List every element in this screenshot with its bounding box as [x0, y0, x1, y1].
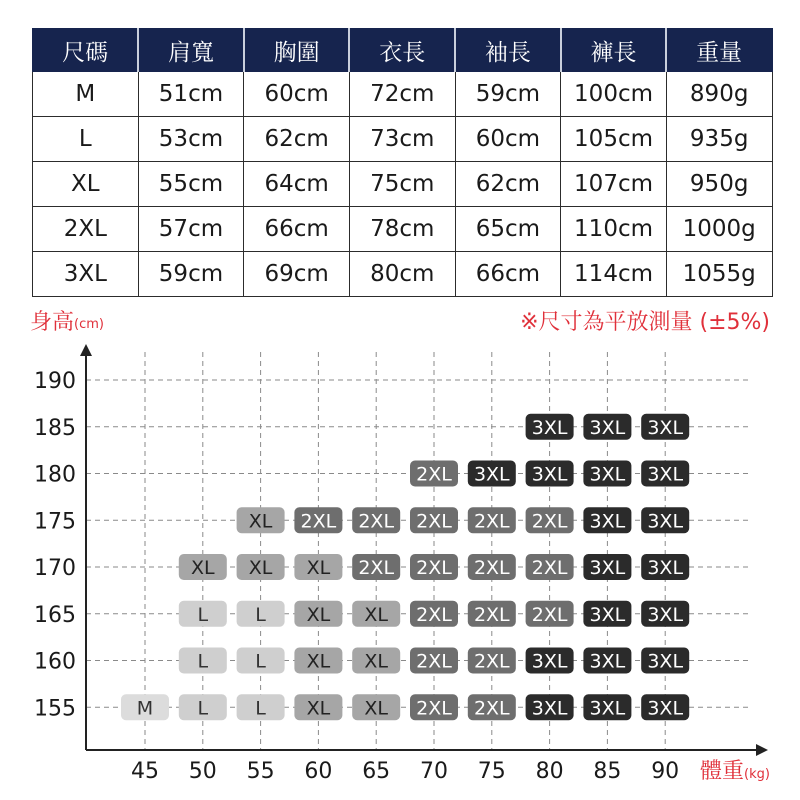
size-cell-label: XL [306, 650, 331, 673]
table-cell: 55cm [138, 162, 244, 207]
x-tick-label: 55 [246, 759, 275, 784]
table-cell: 105cm [561, 117, 667, 162]
table-cell: 110cm [561, 207, 667, 252]
size-cell [583, 414, 631, 440]
size-cell [179, 694, 227, 720]
size-cell-label: 2XL [531, 557, 568, 579]
table-cell: 51cm [138, 72, 244, 117]
size-cell [237, 554, 285, 580]
size-cell [526, 554, 574, 580]
size-cell-label: 3XL [531, 650, 568, 673]
size-cell-label: XL [364, 603, 389, 626]
size-cell [468, 461, 516, 487]
table-cell: 100cm [561, 72, 667, 117]
header-shoulder: 肩寬 [138, 29, 244, 72]
size-cell-label: XL [190, 557, 215, 579]
x-tick-label: 90 [651, 759, 680, 784]
size-cell-label: 3XL [531, 416, 568, 439]
size-cell-label: 3XL [647, 603, 684, 626]
size-cell [526, 601, 574, 627]
y-axis-title [30, 310, 104, 335]
size-cell-label: 3XL [589, 603, 626, 626]
size-cell-label: 2XL [416, 697, 452, 720]
size-cell-label: 3XL [647, 416, 684, 439]
size-cell-label: 2XL [473, 557, 510, 579]
size-cell [526, 414, 574, 440]
size-cell-label: 2XL [473, 697, 510, 720]
size-cell-label: 2XL [416, 603, 452, 626]
size-cell-label: 3XL [589, 416, 626, 439]
table-row [33, 252, 773, 297]
table-cell: 3XL [33, 252, 139, 297]
header-pants: 褲長 [561, 29, 667, 72]
size-cell-label: 3XL [589, 510, 626, 533]
table-cell: 59cm [455, 72, 561, 117]
size-cell [641, 694, 689, 720]
size-cell-label: 3XL [589, 650, 626, 673]
x-tick-label: 60 [304, 759, 333, 784]
size-cell-label: 3XL [531, 697, 568, 720]
y-tick-label: 180 [34, 462, 76, 488]
size-cell-label: 3XL [589, 557, 626, 579]
size-cell [641, 414, 689, 440]
size-cell [352, 554, 400, 580]
size-cell-label: 3XL [647, 697, 684, 720]
size-cell [410, 648, 458, 674]
size-cell [294, 694, 342, 720]
size-cell [526, 507, 574, 533]
table-cell: 72cm [349, 72, 455, 117]
size-cell [410, 507, 458, 533]
x-tick-label: 70 [420, 759, 448, 784]
size-cell [583, 507, 631, 533]
table-cell: L [33, 117, 139, 162]
size-cell [583, 554, 631, 580]
size-cell-label: L [197, 697, 209, 720]
size-cell [179, 601, 227, 627]
y-tick-label: 185 [34, 415, 76, 441]
size-cell [583, 694, 631, 720]
size-cell [352, 648, 400, 674]
size-cell-label: XL [248, 557, 273, 579]
size-cell [583, 461, 631, 487]
size-cell [468, 507, 516, 533]
size-cell [468, 554, 516, 580]
table-cell: 59cm [138, 252, 244, 297]
table-cell: 57cm [138, 207, 244, 252]
table-cell: 73cm [349, 117, 455, 162]
table-cell: 62cm [244, 117, 350, 162]
table-cell: 107cm [561, 162, 667, 207]
size-cell-label: XL [306, 697, 331, 720]
header-size: 尺碼 [33, 29, 139, 72]
table-cell: 950g [666, 162, 772, 207]
size-cell [237, 601, 285, 627]
size-cell [237, 648, 285, 674]
y-tick-label: 165 [34, 602, 76, 628]
size-cell-label: 3XL [647, 510, 684, 533]
table-cell: XL [33, 162, 139, 207]
size-cell [352, 507, 400, 533]
table-cell: 114cm [561, 252, 667, 297]
size-cell-label: XL [248, 510, 273, 533]
size-cell [121, 694, 169, 720]
size-cell-label: 2XL [416, 463, 452, 486]
y-tick-label: 170 [34, 556, 76, 581]
size-cell-label: 3XL [473, 463, 510, 486]
size-cell-label: 3XL [589, 463, 626, 486]
x-tick-label: 75 [477, 759, 506, 784]
table-cell: 80cm [349, 252, 455, 297]
measurement-note: ※尺寸為平放測量 (±5%) [520, 310, 770, 335]
header-sleeve: 袖長 [455, 29, 561, 72]
table-cell: 75cm [349, 162, 455, 207]
size-cell-label: M [136, 697, 154, 720]
y-tick-label: 155 [34, 696, 76, 722]
table-cell: 2XL [33, 207, 139, 252]
size-cell-label: XL [306, 557, 331, 579]
size-cell-label: 2XL [300, 510, 337, 533]
size-cell [468, 601, 516, 627]
size-cell-label: XL [306, 603, 331, 626]
table-cell: 66cm [244, 207, 350, 252]
size-cell-label: 2XL [531, 603, 568, 626]
size-cell [294, 554, 342, 580]
y-tick-label: 160 [34, 649, 76, 675]
size-cell [410, 694, 458, 720]
size-cell-label: XL [364, 650, 389, 673]
table-cell: 60cm [244, 72, 350, 117]
size-table-grid [32, 28, 773, 297]
size-cell [583, 601, 631, 627]
size-cell [468, 694, 516, 720]
size-cell-label: 2XL [358, 510, 395, 533]
header-weight: 重量 [666, 29, 772, 72]
y-tick-label: 175 [34, 509, 76, 535]
table-cell: 62cm [455, 162, 561, 207]
x-tick-label: 50 [188, 759, 217, 784]
table-cell: 78cm [349, 207, 455, 252]
size-cell [237, 507, 285, 533]
table-cell: 890g [666, 72, 772, 117]
size-cell-label: 2XL [416, 510, 452, 533]
size-cell-label: 3XL [531, 463, 568, 486]
size-cell-label: L [255, 650, 266, 673]
y-axis-title-unit: (cm) [74, 317, 104, 332]
size-cell-label: 2XL [416, 557, 452, 579]
size-cell [410, 601, 458, 627]
size-cell [641, 554, 689, 580]
x-axis-title-unit: (kg) [744, 767, 770, 782]
size-cell-label: L [197, 650, 209, 673]
table-cell: 69cm [244, 252, 350, 297]
table-cell: 60cm [455, 117, 561, 162]
table-cell: 935g [666, 117, 772, 162]
table-row [33, 117, 773, 162]
size-table [32, 28, 773, 293]
size-cell-label: L [255, 697, 266, 720]
x-tick-label: 65 [362, 759, 391, 784]
size-cell-label: 2XL [473, 650, 510, 673]
size-table-header-row [33, 29, 773, 72]
size-cell-label: L [255, 603, 266, 626]
size-cell [410, 461, 458, 487]
table-cell: 64cm [244, 162, 350, 207]
size-cell [468, 648, 516, 674]
size-cell-label: XL [364, 697, 389, 720]
size-cell [352, 601, 400, 627]
table-cell: 1055g [666, 252, 772, 297]
size-cell [410, 554, 458, 580]
x-tick-label: 80 [535, 759, 564, 784]
size-cell [294, 648, 342, 674]
size-cell-label: L [197, 603, 209, 626]
size-cell-label: 2XL [473, 603, 510, 626]
size-cell-label: 3XL [589, 697, 626, 720]
size-cell [641, 601, 689, 627]
size-cell-label: 3XL [647, 650, 684, 673]
table-row [33, 162, 773, 207]
size-cell [237, 694, 285, 720]
table-cell: 65cm [455, 207, 561, 252]
y-axis-title-text: 身高 [30, 310, 75, 335]
y-axis-arrow-icon [80, 344, 92, 356]
size-cell-label: 2XL [416, 650, 452, 673]
grid-lines [86, 352, 752, 750]
y-tick-label: 190 [34, 369, 76, 394]
table-cell: M [33, 72, 139, 117]
size-cell-label: 2XL [358, 557, 395, 579]
size-cell-label: 2XL [473, 510, 510, 533]
size-cell [526, 461, 574, 487]
header-length: 衣長 [349, 29, 455, 72]
size-cell [641, 507, 689, 533]
header-chest: 胸圍 [244, 29, 350, 72]
size-cell [583, 648, 631, 674]
x-axis-title [700, 759, 770, 784]
size-cell [526, 648, 574, 674]
x-axis-arrow-icon [756, 744, 768, 756]
size-cell [179, 648, 227, 674]
table-cell: 1000g [666, 207, 772, 252]
size-chart [0, 296, 800, 800]
x-tick-label: 45 [131, 759, 159, 784]
size-cell [294, 507, 342, 533]
size-cell [641, 461, 689, 487]
size-cell-label: 3XL [647, 557, 684, 579]
size-cell [526, 694, 574, 720]
size-cell [179, 554, 227, 580]
x-axis-title-text: 體重 [700, 759, 745, 784]
table-row [33, 207, 773, 252]
size-cell [294, 601, 342, 627]
size-cell [352, 694, 400, 720]
table-cell: 66cm [455, 252, 561, 297]
table-cell: 53cm [138, 117, 244, 162]
size-cell-label: 3XL [647, 463, 684, 486]
table-row [33, 72, 773, 117]
size-cell [641, 648, 689, 674]
size-cell-label: 2XL [531, 510, 568, 533]
x-tick-label: 85 [593, 759, 622, 784]
